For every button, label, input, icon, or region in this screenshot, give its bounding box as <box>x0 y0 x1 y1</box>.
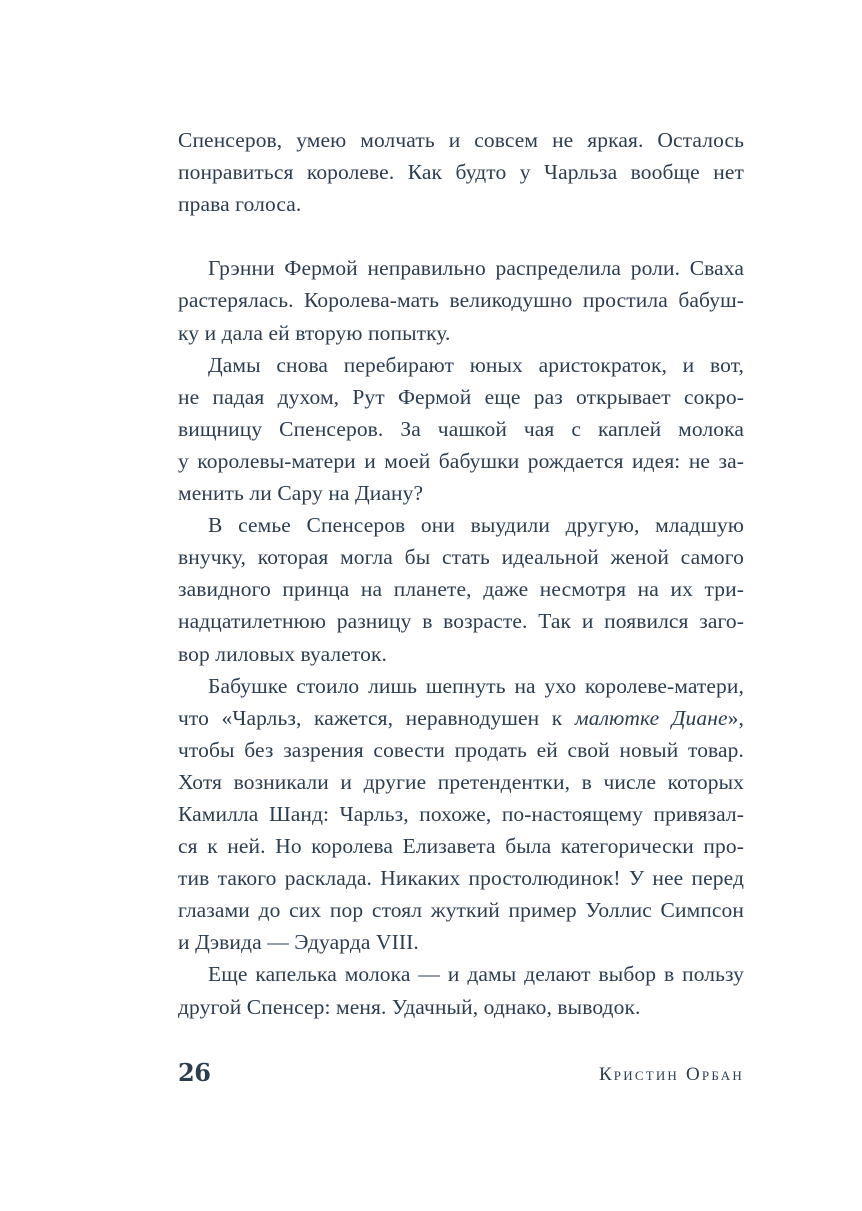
text-line: Еще капелька молока — и дамы делают выбор в пользу <box>208 962 744 987</box>
text-line: надцатилетнюю разницу в возрасте. Так и появился заго- <box>178 609 744 634</box>
body-text <box>178 124 744 1023</box>
text-line: завидного принца на планете, даже несмотря на их три- <box>178 577 744 602</box>
paragraph <box>178 509 744 669</box>
text-line: Камилла Шанд: Чарльз, похоже, по-настоящему привязал- <box>178 801 744 826</box>
text-line: и Дэвида — Эдуарда VIII. <box>178 930 419 955</box>
text-line: права голоса. <box>178 192 302 217</box>
text-line: у королевы-матери и моей бабушки рождается идея: не за- <box>178 448 744 473</box>
paragraph <box>178 349 744 509</box>
text-line: Бабушке стоило лишь шепнуть на ухо королеве-матери, <box>208 673 744 698</box>
text-line: внучку, которая могла бы стать идеальной женой самого <box>178 545 744 570</box>
text-line: ся к ней. Но королева Елизавета была категорически про- <box>178 834 744 859</box>
italic-phrase: малютке Диане <box>574 705 728 730</box>
text-line: Спенсеров, умею молчать и совсем не яркая. Осталось <box>178 128 744 152</box>
text-segment: », <box>727 705 744 730</box>
text-line: вор лиловых вуалеток. <box>178 641 387 666</box>
text-line <box>178 702 744 734</box>
paragraph <box>178 670 744 959</box>
text-line: В семье Спенсеров они выудили другую, младшую <box>208 513 744 538</box>
text-line: вищницу Спенсеров. За чашкой чая с каплей молока <box>178 416 744 441</box>
text-line: Дамы снова перебирают юных аристократок, и вот, <box>208 352 744 377</box>
text-line: растерялась. Королева-мать великодушно простила бабуш- <box>178 288 744 313</box>
paragraph <box>178 124 744 220</box>
text-line: ку и дала ей вторую попытку. <box>178 320 451 345</box>
text-line: чтобы без зазрения совести продать ей свой новый товар. <box>178 737 744 762</box>
text-line: не падая духом, Рут Фермой еще раз открывает сокро- <box>178 384 744 409</box>
text-line: Хотя возникали и другие претендентки, в числе которых <box>178 769 744 794</box>
paragraph <box>178 958 744 1022</box>
text-line: другой Спенсер: меня. Удачный, однако, выводок. <box>178 994 641 1019</box>
text-line: тив такого расклада. Никаких простолюдинок! У нее перед <box>178 866 744 891</box>
page-number: 26 <box>178 1058 211 1087</box>
text-line: менить ли Сару на Диану? <box>178 481 424 506</box>
running-footer-author: Кристин Орбан <box>598 1064 744 1085</box>
paragraph <box>178 252 744 348</box>
paragraph-gap <box>178 220 744 252</box>
text-line: понравиться королеве. Как будто у Чарльза вообще нет <box>178 160 744 185</box>
text-segment: что «Чарльз, кажется, неравнодушен к <box>178 705 575 730</box>
text-line: глазами до сих пор стоял жуткий пример Уоллис Симпсон <box>178 898 744 923</box>
text-line: Грэнни Фермой неправильно распределила роли. Сваха <box>208 256 744 281</box>
